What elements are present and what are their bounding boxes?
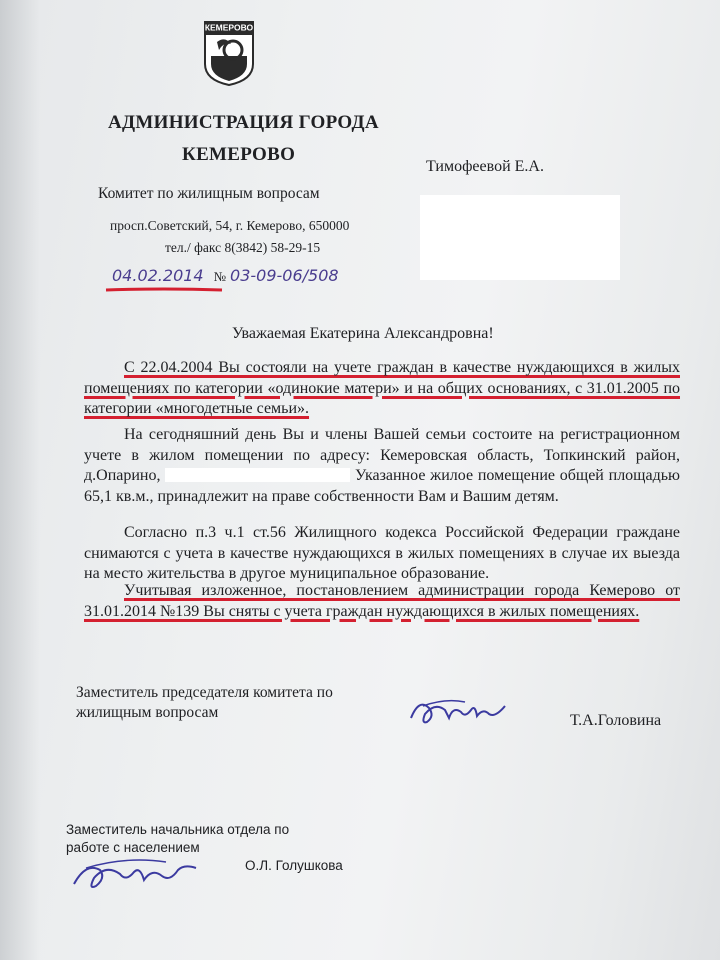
signer-1-position: Заместитель председателя комитета по жилищным вопросам xyxy=(76,684,333,721)
outgoing-number: 03-09-06/508 xyxy=(230,266,339,285)
number-label: № xyxy=(213,269,227,284)
signer-2-position: Заместитель начальника отдела по работе с населением xyxy=(66,822,290,855)
paragraph-4: Учитывая изложенное, постановлением администрации города Кемерово от 31.01.2014 №139 Вы сняты с учета граждан нуждающихся в жилых помещениях. xyxy=(84,582,680,620)
committee-phone: тел./ факс 8(3842) 58-29-15 xyxy=(165,240,321,255)
greeting: Уважаемая Екатерина Александровна! xyxy=(232,325,494,342)
recipient-name: Тимофеевой Е.А. xyxy=(426,158,544,175)
signature-1-icon xyxy=(405,688,515,734)
page-shadow xyxy=(0,0,40,960)
outgoing-date: 04.02.2014 xyxy=(112,266,204,285)
letterhead-title: АДМИНИСТРАЦИЯ ГОРОДА xyxy=(108,112,379,133)
date-red-underline xyxy=(104,286,224,294)
outgoing-date-line xyxy=(112,266,339,285)
committee-name: Комитет по жилищным вопросам xyxy=(98,185,320,202)
committee-address: просп.Советский, 54, г. Кемерово, 650000 xyxy=(110,218,350,233)
paragraph-2-part-2: Указанное жилое помещение общей площадью 65,1 кв.м., принадлежит на праве собственности Вам и Вашим детям. xyxy=(84,467,680,505)
redacted-address xyxy=(165,468,350,482)
paragraph-2 xyxy=(84,425,680,507)
redacted-block xyxy=(420,195,620,280)
paragraph-3: Согласно п.3 ч.1 ст.56 Жилищного кодекса Российской Федерации граждане снимаются с учета в качестве нуждающихся в жилых помещениях в случае их выезда на место жительства в другое муниципальное образование. xyxy=(84,524,680,582)
paragraph-1: С 22.04.2004 Вы состояли на учете граждан в качестве нуждающихся в жилых помещениях по категории «одинокие матери» и на общих основаниях, с 31.01.2005 по категории «многодетные семьи». xyxy=(84,359,680,417)
emblem-text: КЕМЕРОВО xyxy=(204,22,254,33)
city-emblem-icon xyxy=(203,20,255,86)
signer-2-name: О.Л. Голушкова xyxy=(245,858,343,873)
paragraph-2-part-1: На сегодняшний день Вы и члены Вашей семьи состоите на регистрационном учете в жилом помещении по адресу: Кемеровская область, Топкинский район, д.Опарино, xyxy=(84,426,680,484)
letterhead-city: КЕМЕРОВО xyxy=(182,144,296,165)
signature-2-icon xyxy=(66,848,206,898)
signer-1-name: Т.А.Головина xyxy=(570,712,662,729)
